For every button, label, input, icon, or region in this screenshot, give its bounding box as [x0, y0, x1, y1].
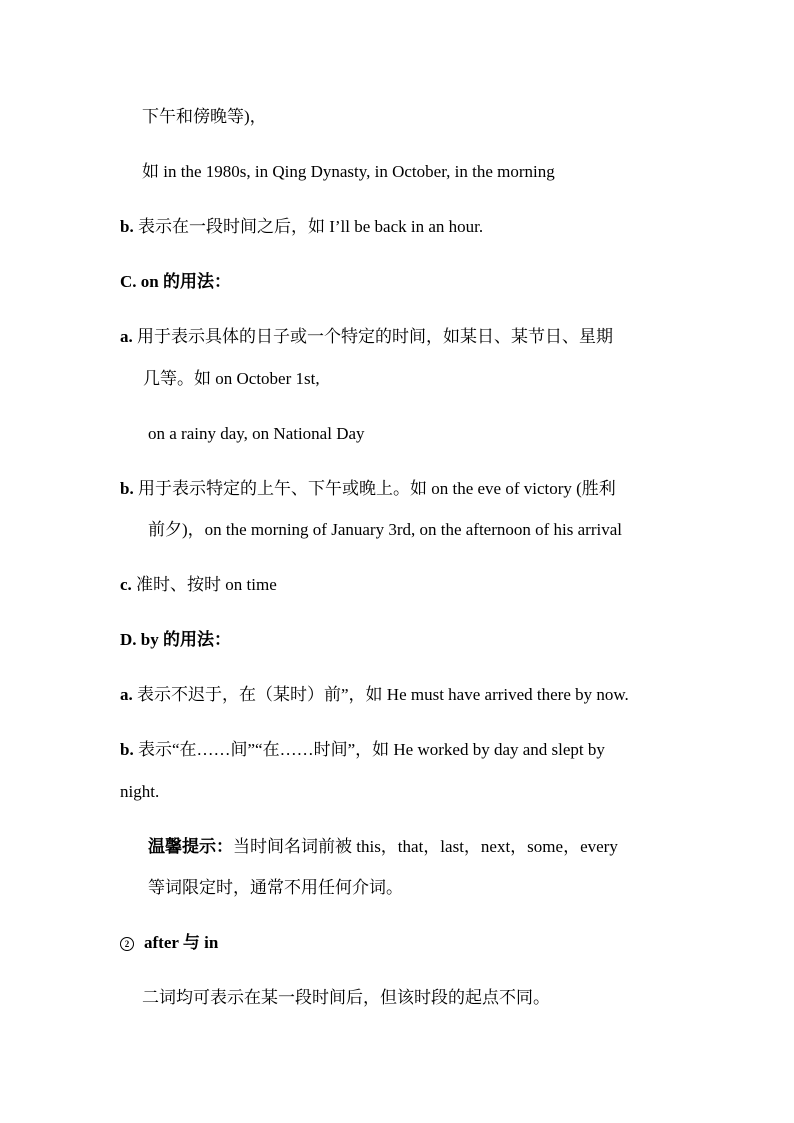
- item-text: 表示在一段时间之后，如 I’ll be back in an hour.: [133, 217, 484, 236]
- list-item-a: [120, 326, 613, 348]
- tip-line: [148, 836, 618, 858]
- item-text: 用于表示具体的日子或一个特定的时间，如某日、某节日、星期: [132, 327, 613, 346]
- circled-number-icon: 2: [120, 937, 134, 951]
- item-label: b.: [120, 740, 134, 759]
- list-item-c: [120, 574, 277, 596]
- list-item-b: [120, 216, 483, 238]
- item-text: 表示“在……间”“在……时间”，如 He worked by day and slept by: [133, 740, 605, 759]
- list-item-b: [120, 739, 605, 761]
- text-line: night.: [120, 782, 160, 801]
- item-text: 表示不迟于，在（某时）前”，如 He must have arrived there by now.: [132, 685, 629, 704]
- list-item-b: [120, 478, 616, 500]
- tip-label: 温馨提示：: [148, 837, 233, 856]
- item-label: a.: [120, 685, 133, 704]
- section-heading-on: C. on 的用法：: [120, 272, 231, 291]
- text-line: 下午和傍晚等)，: [142, 107, 267, 126]
- text-line: 如 in the 1980s, in Qing Dynasty, in October, in the morning: [142, 162, 555, 181]
- section-heading-by: D. by 的用法：: [120, 630, 231, 649]
- text-line: 前夕)，on the morning of January 3rd, on the afternoon of his arrival: [148, 520, 622, 539]
- item-label: b.: [120, 479, 134, 498]
- item-label: b.: [120, 217, 134, 236]
- item-text: 用于表示特定的上午、下午或晚上。如 on the eve of victory (胜利: [133, 479, 616, 498]
- text-line: on a rainy day, on National Day: [148, 424, 365, 443]
- tip-text: 当时间名词前被 this，that，last，next，some，every: [233, 837, 618, 856]
- item-label: a.: [120, 327, 133, 346]
- text-line: 二词均可表示在某一段时间后，但该时段的起点不同。: [142, 988, 550, 1007]
- item-label: c.: [120, 575, 132, 594]
- heading-text: after 与 in: [144, 933, 219, 952]
- text-line: 等词限定时，通常不用任何介词。: [148, 878, 403, 897]
- list-item-a: [120, 684, 629, 706]
- item-text: 准时、按时 on time: [131, 575, 277, 594]
- text-line: 几等。如 on October 1st,: [143, 369, 320, 388]
- section-heading-after-in: [120, 932, 218, 954]
